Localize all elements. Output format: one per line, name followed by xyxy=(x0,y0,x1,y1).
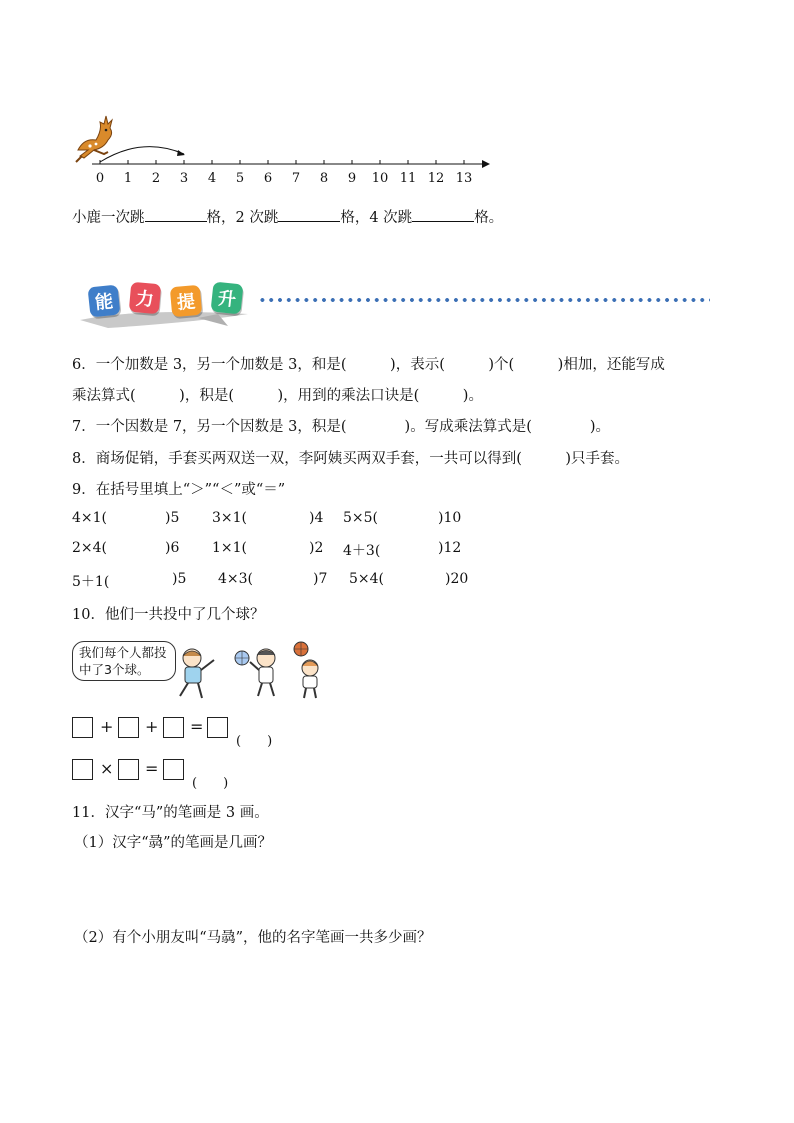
q9-row-2-b: 1×1( xyxy=(212,540,248,556)
question-9-title: 9．在括号里填上“＞”“＜”或“＝” xyxy=(72,482,286,498)
q9-row-3-a: 5＋1( xyxy=(72,574,110,590)
question-11-sub-1: （1）汉字“骉”的笔画是几画？ xyxy=(74,835,273,851)
answer-paren-1[interactable]: ( ) xyxy=(236,734,273,749)
question-deer-jump xyxy=(72,206,503,227)
q9-row-1-b: 3×1( xyxy=(212,510,248,526)
q9-row-2-a-end: )6 xyxy=(165,540,180,556)
answer-box-7[interactable] xyxy=(163,759,184,780)
number-line-label: 3 xyxy=(179,171,189,186)
deer-text-2: 格，2 次跳 xyxy=(206,210,279,226)
deer-text-3: 格，4 次跳 xyxy=(340,210,413,226)
section-badge-3: 提 xyxy=(170,285,203,318)
question-6-line-1: 6．一个加数是 3，另一个加数是 3，和是( )，表示( )个( )相加，还能写成 xyxy=(72,357,665,373)
q9-row-1-c-end: )10 xyxy=(438,510,462,526)
question-6-line-2: 乘法算式( )，积是( )，用到的乘法口诀是( )。 xyxy=(72,388,483,404)
q9-row-3-c-end: )20 xyxy=(445,571,469,587)
question-7: 7．一个因数是 7，另一个因数是 3，积是( )。写成乘法算式是( )。 xyxy=(72,419,611,435)
q9-row-2-c-end: )12 xyxy=(438,540,462,556)
number-line-label: 4 xyxy=(207,171,217,186)
answer-blank-2[interactable] xyxy=(278,207,340,222)
equals-sign-1: = xyxy=(190,717,204,736)
answer-paren-2[interactable]: ( ) xyxy=(192,776,229,791)
section-dotted-line xyxy=(258,297,710,303)
number-line-label: 5 xyxy=(235,171,245,186)
plus-sign-2: + xyxy=(145,717,159,736)
deer-number-line-figure xyxy=(70,110,500,170)
q9-row-1-a-end: )5 xyxy=(165,510,180,526)
jump-arc xyxy=(100,147,184,162)
times-sign: × xyxy=(100,759,114,778)
number-line-label: 9 xyxy=(347,171,357,186)
question-8: 8．商场促销，手套买两双送一双，李阿姨买两双手套，一共可以得到( )只手套。 xyxy=(72,451,630,467)
kid-2-icon xyxy=(250,649,275,696)
number-line-label: 2 xyxy=(151,171,161,186)
answer-box-2[interactable] xyxy=(118,717,139,738)
q9-row-1-c: 5×5( xyxy=(343,510,379,526)
number-line-label: 8 xyxy=(319,171,329,186)
number-line-label: 6 xyxy=(263,171,273,186)
answer-box-3[interactable] xyxy=(163,717,184,738)
answer-blank-1[interactable] xyxy=(145,207,207,222)
question-10-title: 10．他们一共投中了几个球？ xyxy=(72,607,265,623)
equals-sign-2: = xyxy=(145,759,159,778)
deer-text-1: 小鹿一次跳 xyxy=(72,210,145,226)
deer-text-4: 格。 xyxy=(474,210,504,226)
q9-row-2-c: 4＋3( xyxy=(343,543,381,559)
q9-row-2-a: 2×4( xyxy=(72,540,108,556)
deer-icon xyxy=(76,116,112,162)
basketball-kids-illustration xyxy=(170,640,330,702)
number-line-label: 7 xyxy=(291,171,301,186)
number-line-label: 11 xyxy=(399,171,417,186)
section-badge-1: 能 xyxy=(88,285,121,318)
q9-row-3-b-end: )7 xyxy=(313,571,328,587)
kid-3-icon xyxy=(302,660,318,698)
question-11-title: 11．汉字“马”的笔画是 3 画。 xyxy=(72,805,269,821)
q9-row-3-c: 5×4( xyxy=(349,571,385,587)
q9-row-3-b: 4×3( xyxy=(218,571,254,587)
q9-row-3-a-end: )5 xyxy=(172,571,187,587)
number-line-label: 0 xyxy=(95,171,105,186)
section-badge-2: 力 xyxy=(129,282,162,315)
answer-box-1[interactable] xyxy=(72,717,93,738)
kid-1-icon xyxy=(180,649,214,698)
answer-box-4[interactable] xyxy=(207,717,228,738)
answer-box-6[interactable] xyxy=(118,759,139,780)
q9-row-1-a: 4×1( xyxy=(72,510,108,526)
section-badge-4: 升 xyxy=(211,282,244,315)
number-line-label: 1 xyxy=(123,171,133,186)
number-line-label: 10 xyxy=(371,171,389,186)
q9-row-1-b-end: )4 xyxy=(309,510,324,526)
number-line-label: 12 xyxy=(427,171,445,186)
answer-blank-3[interactable] xyxy=(412,207,474,222)
q9-row-2-b-end: )2 xyxy=(309,540,324,556)
question-11-sub-2: （2）有个小朋友叫“马骉”，他的名字笔画一共多少画？ xyxy=(74,930,432,946)
speech-bubble: 我们每个人都投中了3个球。 xyxy=(72,641,176,681)
number-line-label: 13 xyxy=(455,171,473,186)
answer-box-5[interactable] xyxy=(72,759,93,780)
plus-sign-1: + xyxy=(100,717,114,736)
